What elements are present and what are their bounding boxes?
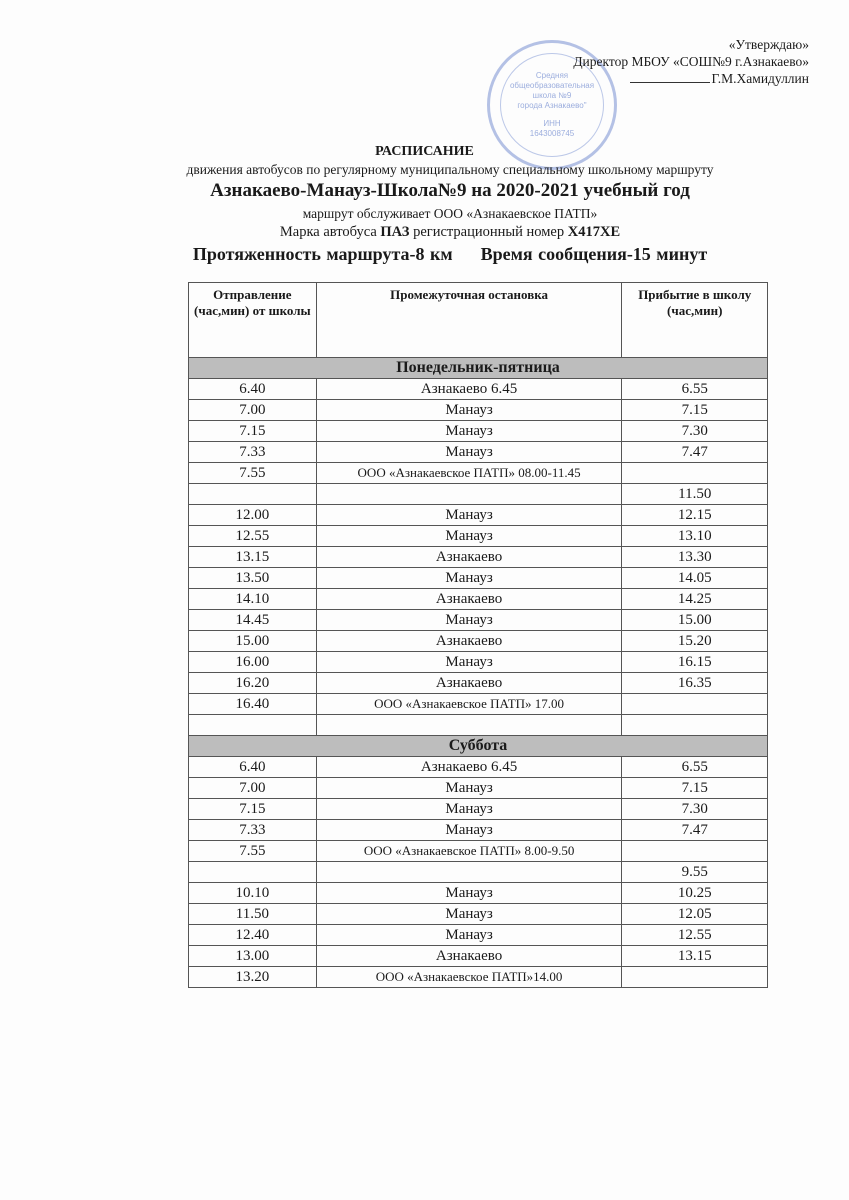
arrival-cell: 12.15	[622, 505, 768, 526]
document-subtitle: движения автобусов по регулярному муниципальному специальному школьному маршруту	[186, 162, 714, 177]
stop-cell: Манауз	[316, 505, 622, 526]
arrival-cell: 7.30	[622, 421, 768, 442]
stop-cell: ООО «Азнакаевское ПАТП» 8.00-9.50	[316, 841, 622, 862]
departure-cell: 7.55	[189, 463, 317, 484]
section-row	[189, 358, 768, 379]
stop-cell: Азнакаево	[316, 631, 622, 652]
arrival-cell: 7.15	[622, 778, 768, 799]
departure-cell: 6.40	[189, 379, 317, 400]
stop-cell	[316, 715, 622, 736]
arrival-cell: 13.30	[622, 547, 768, 568]
table-row	[189, 568, 768, 589]
bus-prefix: Марка автобуса	[279, 224, 381, 240]
stop-cell: Манауз	[316, 652, 622, 673]
stop-cell: Манауз	[316, 568, 622, 589]
table-row	[189, 715, 768, 736]
bus-info	[60, 224, 840, 241]
departure-cell: 13.50	[189, 568, 317, 589]
arrival-cell	[622, 715, 768, 736]
stop-cell: ООО «Азнакаевское ПАТП» 08.00-11.45	[316, 463, 622, 484]
departure-cell: 13.15	[189, 547, 317, 568]
stop-cell: Манауз	[316, 610, 622, 631]
departure-cell: 14.10	[189, 589, 317, 610]
stop-cell: Азнакаево 6.45	[316, 757, 622, 778]
stamp-text: школа №9	[532, 91, 572, 100]
table-row	[189, 967, 768, 988]
table-row	[189, 610, 768, 631]
section-title: Понедельник-пятница	[189, 358, 768, 379]
arrival-cell	[622, 463, 768, 484]
table-row	[189, 799, 768, 820]
departure-cell: 12.55	[189, 526, 317, 547]
schedule-table	[188, 282, 768, 988]
header-stop: Промежуточная остановка	[316, 283, 622, 358]
stamp-text: общеобразовательная	[509, 81, 595, 90]
arrival-cell: 7.15	[622, 400, 768, 421]
stop-cell: Азнакаево	[316, 946, 622, 967]
table-row	[189, 652, 768, 673]
departure-cell: 10.10	[189, 883, 317, 904]
stop-cell: Манауз	[316, 820, 622, 841]
table-row	[189, 547, 768, 568]
stop-cell: Манауз	[316, 799, 622, 820]
departure-cell: 6.40	[189, 757, 317, 778]
departure-cell: 7.33	[189, 820, 317, 841]
table-row	[189, 400, 768, 421]
departure-cell	[189, 715, 317, 736]
stop-cell: Азнакаево	[316, 673, 622, 694]
route-stats	[60, 244, 840, 265]
table-row	[189, 673, 768, 694]
departure-cell: 13.20	[189, 967, 317, 988]
stop-cell: Манауз	[316, 904, 622, 925]
arrival-cell: 12.55	[622, 925, 768, 946]
route-name: Азнакаево-Манауз-Школа№9 на 2020-2021 учебный год	[210, 180, 690, 201]
departure-cell: 16.40	[189, 694, 317, 715]
departure-cell: 12.40	[189, 925, 317, 946]
departure-cell	[189, 862, 317, 883]
header-departure: Отправление (час,мин) от школы	[189, 283, 317, 358]
stamp-text: ИНН	[543, 119, 561, 128]
table-row	[189, 589, 768, 610]
departure-cell: 13.00	[189, 946, 317, 967]
arrival-cell: 10.25	[622, 883, 768, 904]
table-row	[189, 505, 768, 526]
arrival-cell: 13.10	[622, 526, 768, 547]
arrival-cell: 7.47	[622, 442, 768, 463]
arrival-cell: 6.55	[622, 379, 768, 400]
departure-cell: 15.00	[189, 631, 317, 652]
table-row	[189, 925, 768, 946]
departure-cell: 16.00	[189, 652, 317, 673]
departure-cell	[189, 484, 317, 505]
route-length: Протяженность маршрута-8 км	[192, 244, 453, 264]
arrival-cell: 6.55	[622, 757, 768, 778]
table-row	[189, 820, 768, 841]
table-row	[189, 484, 768, 505]
arrival-cell: 16.15	[622, 652, 768, 673]
bus-brand: ПАЗ	[380, 224, 410, 240]
stop-cell: Манауз	[316, 526, 622, 547]
header-arrival: Прибытие в школу (час,мин)	[622, 283, 768, 358]
document-title: РАСПИСАНИЕ	[375, 144, 474, 159]
arrival-cell: 15.20	[622, 631, 768, 652]
table-row	[189, 883, 768, 904]
stop-cell: Манауз	[316, 442, 622, 463]
section-row	[189, 736, 768, 757]
stop-cell: Азнакаево	[316, 547, 622, 568]
route-duration: Время сообщения-15 минут	[480, 244, 708, 264]
arrival-cell	[622, 841, 768, 862]
table-row	[189, 946, 768, 967]
stamp-text: 1643008745	[529, 129, 575, 138]
departure-cell: 16.20	[189, 673, 317, 694]
departure-cell: 7.00	[189, 778, 317, 799]
arrival-cell: 9.55	[622, 862, 768, 883]
route-operator: маршрут обслуживает ООО «Азнакаевское ПАТП»	[302, 206, 598, 221]
stop-cell	[316, 484, 622, 505]
table-row	[189, 778, 768, 799]
approval-block	[573, 36, 809, 87]
arrival-cell: 13.15	[622, 946, 768, 967]
table-row	[189, 694, 768, 715]
departure-cell: 11.50	[189, 904, 317, 925]
stop-cell: Манауз	[316, 883, 622, 904]
departure-cell: 12.00	[189, 505, 317, 526]
section-title: Суббота	[189, 736, 768, 757]
departure-cell: 14.45	[189, 610, 317, 631]
table-row	[189, 862, 768, 883]
arrival-cell: 7.30	[622, 799, 768, 820]
stop-cell: Азнакаево	[316, 589, 622, 610]
approval-director: Директор МБОУ «СОШ№9 г.Азнакаево»	[573, 54, 809, 69]
table-row	[189, 631, 768, 652]
stop-cell: Манауз	[316, 778, 622, 799]
table-row	[189, 442, 768, 463]
table-row	[189, 379, 768, 400]
stop-cell: Манауз	[316, 925, 622, 946]
arrival-cell: 15.00	[622, 610, 768, 631]
approval-name: Г.М.Хамидуллин	[711, 71, 809, 86]
departure-cell: 7.15	[189, 421, 317, 442]
stamp-text: Средняя	[535, 71, 569, 80]
stop-cell: Манауз	[316, 400, 622, 421]
arrival-cell: 11.50	[622, 484, 768, 505]
arrival-cell	[622, 967, 768, 988]
approval-heading: «Утверждаю»	[728, 37, 809, 52]
stop-cell	[316, 862, 622, 883]
departure-cell: 7.55	[189, 841, 317, 862]
departure-cell: 7.00	[189, 400, 317, 421]
arrival-cell: 14.05	[622, 568, 768, 589]
stop-cell: Манауз	[316, 421, 622, 442]
arrival-cell: 7.47	[622, 820, 768, 841]
stamp-text: города Азнакаево"	[517, 101, 587, 110]
signature-line	[630, 70, 710, 83]
bus-number: Х417ХЕ	[567, 224, 621, 240]
arrival-cell: 16.35	[622, 673, 768, 694]
table-row	[189, 526, 768, 547]
bus-mid: регистрационный номер	[409, 224, 568, 240]
table-row	[189, 421, 768, 442]
departure-cell: 7.33	[189, 442, 317, 463]
stop-cell: ООО «Азнакаевское ПАТП» 17.00	[316, 694, 622, 715]
table-row	[189, 841, 768, 862]
departure-cell: 7.15	[189, 799, 317, 820]
table-row	[189, 757, 768, 778]
stop-cell: Азнакаево 6.45	[316, 379, 622, 400]
stop-cell: ООО «Азнакаевское ПАТП»14.00	[316, 967, 622, 988]
table-row	[189, 463, 768, 484]
arrival-cell	[622, 694, 768, 715]
arrival-cell: 12.05	[622, 904, 768, 925]
arrival-cell: 14.25	[622, 589, 768, 610]
table-row	[189, 904, 768, 925]
